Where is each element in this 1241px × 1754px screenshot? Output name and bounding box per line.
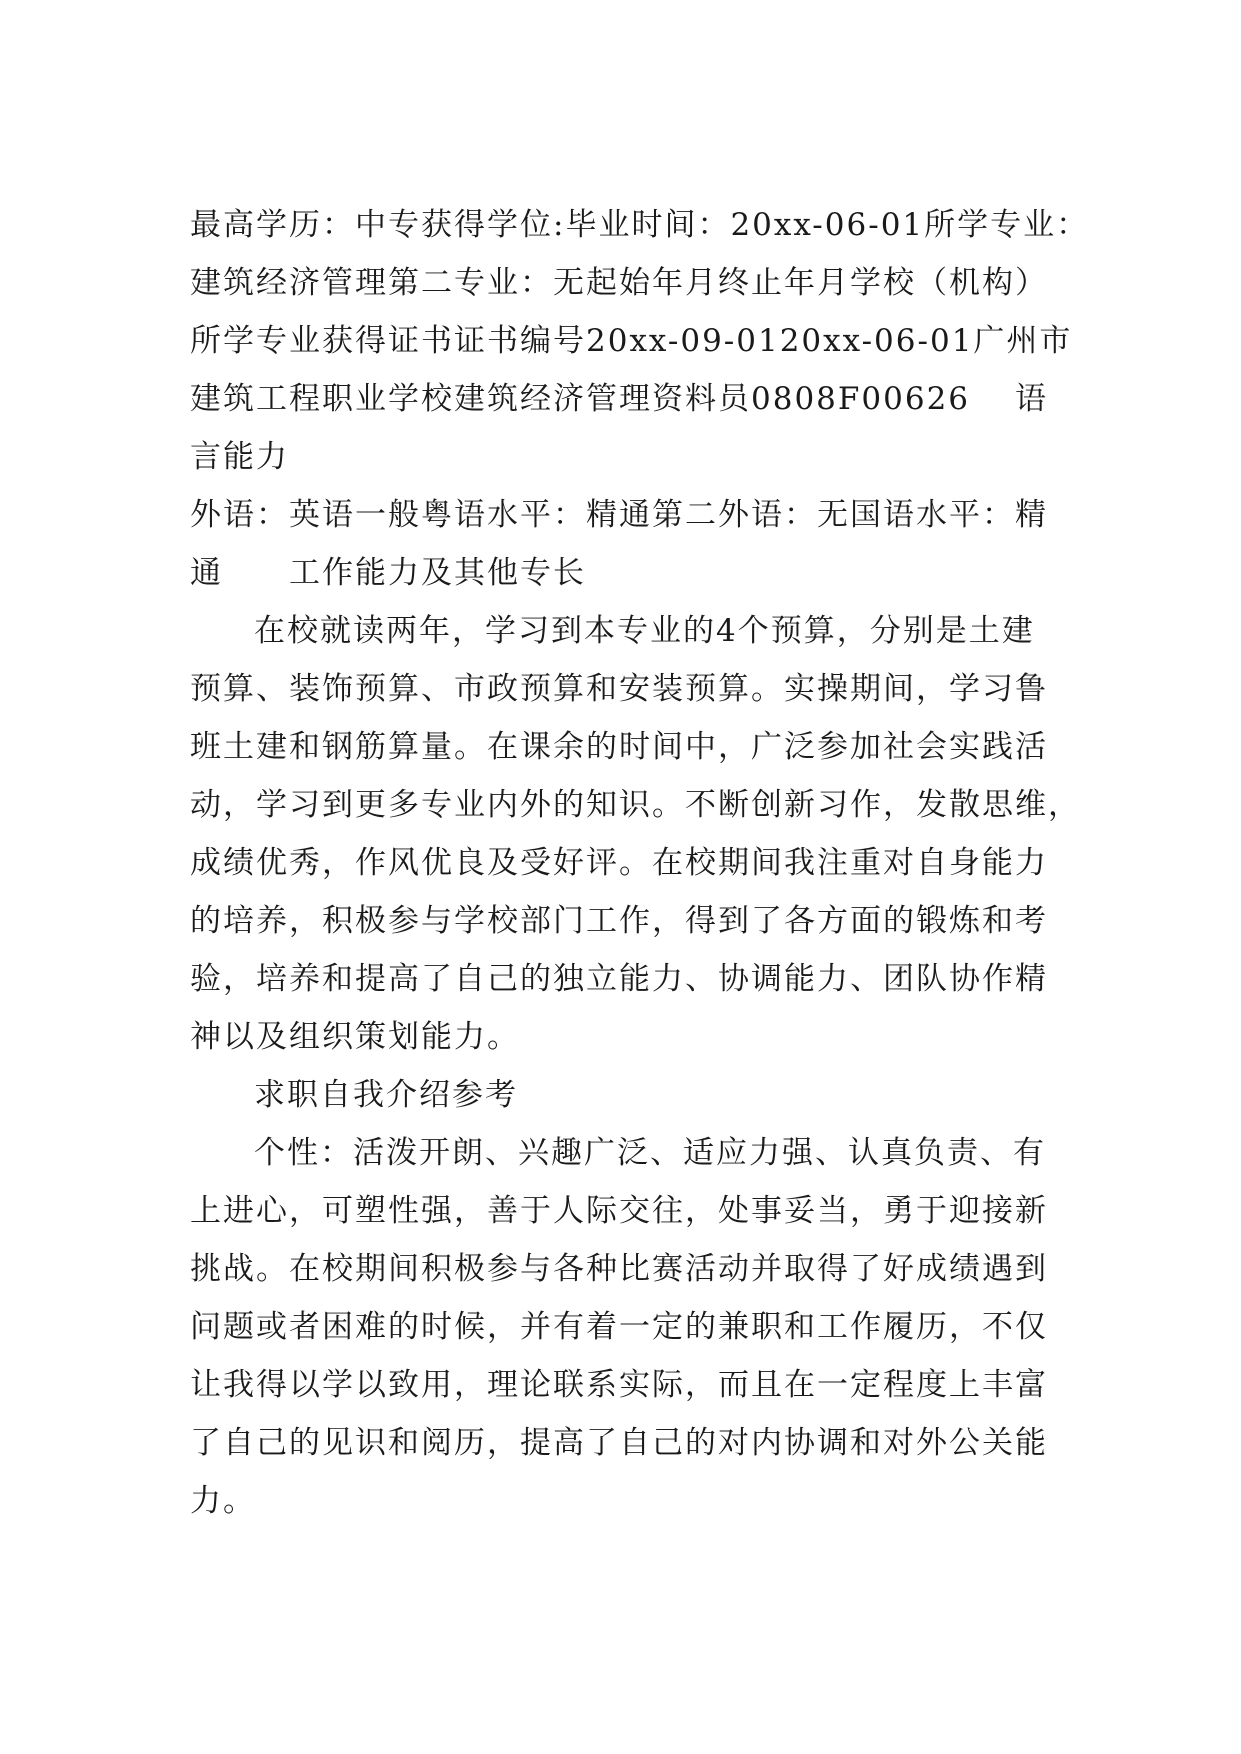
- text-line: 预算、装饰预算、市政预算和安装预算。实操期间，学习鲁: [190, 671, 1048, 707]
- section-heading: 求职自我介绍参考: [254, 1077, 518, 1113]
- text-line: 外语：英语一般粤语水平：精通第二外语：无国语水平：精: [190, 497, 1048, 533]
- text-line: 最高学历：中专获得学位:毕业时间：20xx-06-01所学专业：: [190, 207, 1090, 243]
- paragraph-study: [190, 602, 1081, 1066]
- text-line: 验，培养和提高了自己的独立能力、协调能力、团队协作精: [190, 961, 1048, 997]
- text-line: 的培养，积极参与学校部门工作，得到了各方面的锻炼和考: [190, 903, 1048, 939]
- text-line: 班土建和钢筋算量。在课余的时间中，广泛参加社会实践活: [190, 729, 1048, 765]
- paragraph-personality: [190, 1124, 1070, 1530]
- text-line: 个性：活泼开朗、兴趣广泛、适应力强、认真负责、有: [254, 1135, 1046, 1171]
- text-line: 言能力: [190, 439, 289, 475]
- text-segment: 通: [190, 555, 223, 591]
- text-line: 建筑经济管理第二专业：无起始年月终止年月学校（机构）: [190, 265, 1048, 301]
- text-segment: 语: [1015, 381, 1048, 417]
- text-line: 了自己的见识和阅历，提高了自己的对内协调和对外公关能: [190, 1425, 1048, 1461]
- text-line: 力。: [190, 1483, 256, 1519]
- text-line: 神以及组织策划能力。: [190, 1019, 520, 1055]
- text-line: 挑战。在校期间积极参与各种比赛活动并取得了好成绩遇到: [190, 1251, 1048, 1287]
- text-line: [190, 370, 1070, 428]
- text-segment: 建筑工程职业学校建筑经济管理资料员0808F00626: [190, 381, 971, 417]
- text-line: 所学专业获得证书证书编号20xx-09-0120xx-06-01广州市: [190, 323, 1073, 359]
- document-body: [190, 196, 1090, 1530]
- section-heading: 工作能力及其他专长: [289, 555, 586, 591]
- text-line: 动，学习到更多专业内外的知识。不断创新习作，发散思维，: [190, 787, 1081, 823]
- text-line: 成绩优秀，作风优良及受好评。在校期间我注重对自身能力: [190, 845, 1048, 881]
- text-line: 问题或者困难的时候，并有着一定的兼职和工作履历，不仅: [190, 1309, 1048, 1345]
- text-line: 上进心，可塑性强，善于人际交往，处事妥当，勇于迎接新: [190, 1193, 1048, 1229]
- text-line: 在校就读两年，学习到本专业的4个预算，分别是土建: [254, 613, 1035, 649]
- text-line: 让我得以学以致用，理论联系实际，而且在一定程度上丰富: [190, 1367, 1048, 1403]
- text-line: [190, 544, 1070, 602]
